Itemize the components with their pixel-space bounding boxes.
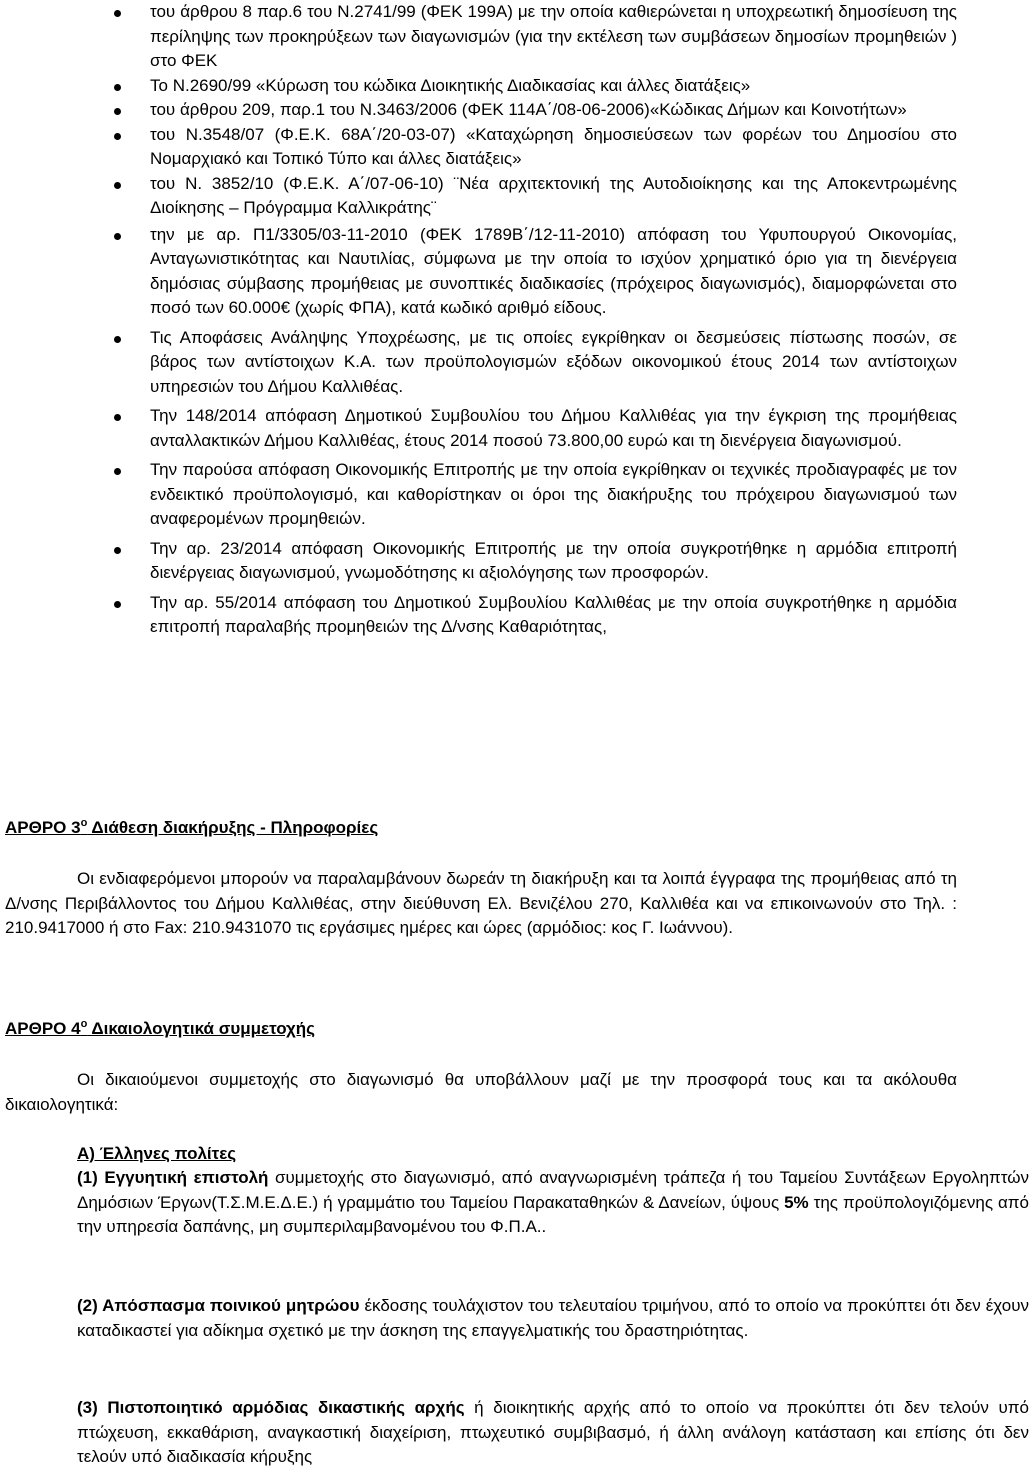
list-item: του Ν. 3852/10 (Φ.Ε.Κ. Α΄/07-06-10) ¨Νέα αρχιτεκτονική της Αυτοδιοίκησης και της Αποκεντρωμένης Διοίκησης – Πρόγραμμα Καλλικράτης¨ [0, 172, 960, 221]
bullet-icon [114, 133, 121, 140]
list-item: του άρθρου 209, παρ.1 του Ν.3463/2006 (ΦΕΚ 114Α΄/08-06-2006)«Κώδικας Δήμων και Κοινοτήτων» [0, 98, 960, 123]
item-court-certificate: (3) Πιστοποιητικό αρμόδιας δικαστικής αρχής ή διοικητικής αρχής από το οποίο να προκύπτει ότι δεν τελούν υπό πτώχευση, εκκαθάριση, αναγκαστική διαχείριση, πτωχευτικό συμβιβασμό, ή άλλη ανάλογη κατάσταση και επίσης ότι δεν τελούν υπό διαδικασία κήρυξης [77, 1398, 1029, 1466]
subheading-greek-citizens: Α) Έλληνες πολίτες [77, 1144, 237, 1163]
bullet-icon [114, 10, 121, 17]
bullet-icon [114, 108, 121, 115]
article-3-heading: ΑΡΘΡΟ $3^o$ Διάθεση διακήρυξης - Πληροφορίες [5, 817, 379, 837]
list-item: Το Ν.2690/99 «Κύρωση του κώδικα Διοικητικής Διαδικασίας και άλλες διατάξεις» [0, 74, 960, 99]
bullet-icon [114, 84, 121, 91]
bullet-icon [114, 547, 121, 554]
list-item: του Ν.3548/07 (Φ.Ε.Κ. 68Α΄/20-03-07) «Καταχώρηση δημοσιεύσεων των φορέων του Δημοσίου στο Νομαρχιακό και Τοπικό Τύπο και άλλες διατάξεις» [0, 123, 960, 172]
item-criminal-record: (2) Απόσπασμα ποινικού μητρώου έκδοσης τουλάχιστον του τελευταίου τριμήνου, από το οποίο να προκύπτει ότι δεν έχουν καταδικαστεί για αδίκημα σχετικό με την άσκηση της επαγγελματικής του δραστηριότητας. [77, 1296, 1029, 1340]
list-item: Την αρ. 55/2014 απόφαση του Δημοτικού Συμβουλίου Καλλιθέας με την οποία συγκροτήθηκε η αρμόδια επιτροπή παραλαβής προμηθειών της Δ/νσης Καθαριότητας, [0, 591, 960, 640]
bullet-icon [114, 468, 121, 475]
bullet-icon [114, 601, 121, 608]
legal-basis-list [0, 0, 960, 640]
list-item: Τις Αποφάσεις Ανάληψης Υποχρέωσης, με τις οποίες εγκρίθηκαν οι δεσμεύσεις πίστωσης ποσών, σε βάρος των αντίστοιχων Κ.Α. των προϋπολογισμών εξόδων οικονομικού έτους 2014 των αντίστοιχων υπηρεσιών του Δήμου Καλλιθέας. [0, 326, 960, 400]
list-item: του άρθρου 8 παρ.6 του Ν.2741/99 (ΦΕΚ 199Α) με την οποία καθιερώνεται η υποχρεωτική δημοσίευση της περίληψης των προκηρύξεων των διαγωνισμών (για την εκτέλεση των συμβάσεων δημοσίων προμηθειών ) στο ΦΕΚ [0, 0, 960, 74]
list-item: την με αρ. Π1/3305/03-11-2010 (ΦΕΚ 1789Β΄/12-11-2010) απόφαση του Υφυπουργού Οικονομίας, Ανταγωνιστικότητας και Ναυτιλίας, σύμφωνα με την οποία το ισχύον χρηματικό όριο για τη διενέργεια δημόσιας σύμβασης προμήθειας με συνοπτικές διαδικασίες (πρόχειρος διαγωνισμός), διαμορφώνεται στο ποσό των 60.000€ (χωρίς ΦΠΑ), κατά κωδικό αριθμό είδους. [0, 223, 960, 321]
bullet-icon [114, 182, 121, 189]
article-4-heading: ΑΡΘΡΟ $4^o$ Δικαιολογητικά συμμετοχής [5, 1018, 315, 1038]
item-guarantee-letter: (1) Εγγυητική επιστολή συμμετοχής στο διαγωνισμό, από αναγνωρισμένη τράπεζα ή του Ταμείου Συντάξεων Εργοληπτών Δημόσιων Έργων(Τ.Σ.Μ.Ε.Δ.Ε.) ή γραμμάτιο του Ταμείου Παρακαταθηκών & Δανείων, ύψους 5% της προϋπολογιζόμενης από την υπηρεσία δαπάνης, μη συμπεριλαμβανομένου του Φ.Π.Α.. [77, 1168, 1029, 1236]
list-item: Την 148/2014 απόφαση Δημοτικού Συμβουλίου του Δήμου Καλλιθέας για την έγκριση της προμήθειας ανταλλακτικών Δήμου Καλλιθέας, έτους 2014 ποσού 73.800,00 ευρώ και τη διενέργεια διαγωνισμού. [0, 404, 960, 453]
article-4-intro: Οι δικαιούμενοι συμμετοχής στο διαγωνισμό θα υποβάλλουν μαζί με την προσφορά τους και τα ακόλουθα δικαιολογητικά: [5, 1070, 957, 1114]
bullet-icon [114, 336, 121, 343]
list-item: Την αρ. 23/2014 απόφαση Οικονομικής Επιτροπής με την οποία συγκροτήθηκε η αρμόδια επιτροπή διενέργειας διαγωνισμού, γνωμοδότησης κι αξιολόγησης των προσφορών. [0, 537, 960, 586]
list-item: Την παρούσα απόφαση Οικονομικής Επιτροπής με την οποία εγκρίθηκαν οι τεχνικές προδιαγραφές με τον ενδεικτικό προϋπολογισμό, και καθορίστηκαν οι όροι της διακήρυξης του πρόχειρου διαγωνισμού των αναφερομένων προμηθειών. [0, 458, 960, 532]
bullet-icon [114, 414, 121, 421]
bullet-icon [114, 233, 121, 240]
article-3-body: Οι ενδιαφερόμενοι μπορούν να παραλαμβάνουν δωρεάν τη διακήρυξη και τα λοιπά έγγραφα της προμήθειας από τη Δ/νσης Περιβάλλοντος του Δήμου Καλλιθέας, στην διεύθυνση Ελ. Βενιζέλου 270, Καλλιθέα και να επικοινωνούν στο Τηλ. : 210.9417000 ή στο Fax: 210.9431070 τις εργάσιμες ημέρες και ώρες (αρμόδιος: κος Γ. Ιωάννου). [5, 869, 957, 937]
